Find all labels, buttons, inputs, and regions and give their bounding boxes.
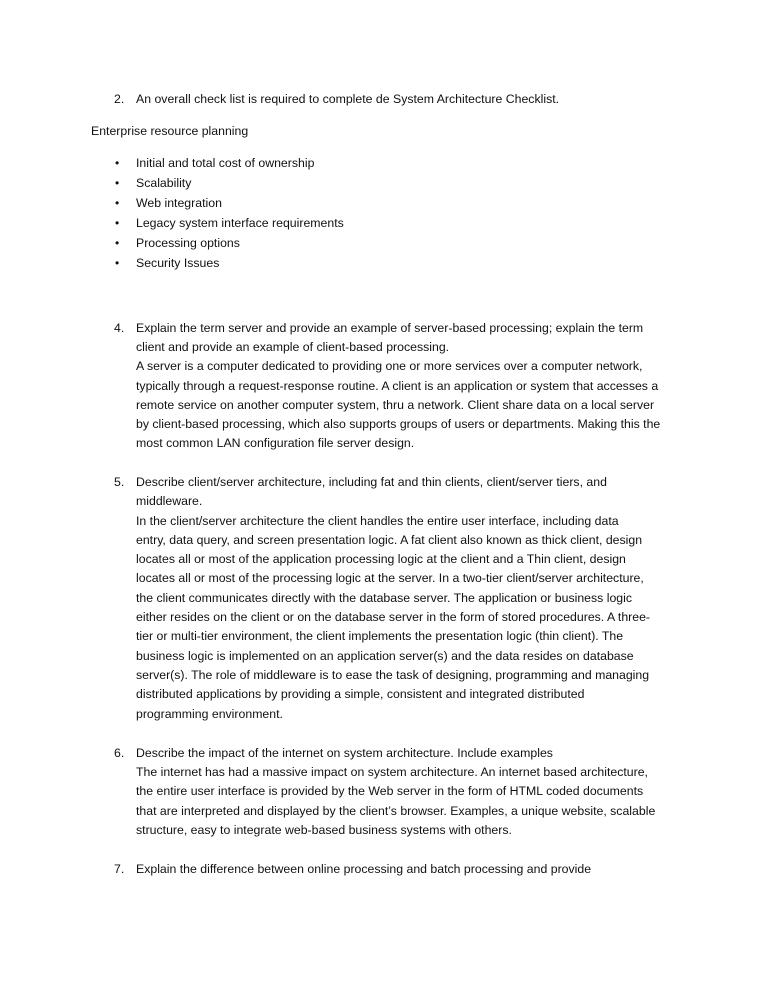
- item-5-line: locates all or most of the processing logic at the server. In a two-tier client/server architecture,: [136, 571, 644, 585]
- list-item: Legacy system interface requirements: [136, 216, 344, 230]
- item-5-line: tier or multi-tier environment, the client implements the presentation logic (thin client). The: [136, 629, 624, 643]
- item-7-line: Explain the difference between online processing and batch processing and provide: [136, 862, 592, 876]
- item-5-line: programming environment.: [136, 707, 283, 721]
- bullet-icon: •: [115, 256, 120, 270]
- item-6-line: The internet has had a massive impact on system architecture. An internet based architecture,: [136, 765, 648, 779]
- item-4-line: by client-based processing, which also supports groups of users or departments. Making this the: [136, 417, 661, 431]
- bullet-icon: •: [115, 176, 120, 190]
- bullet-icon: •: [115, 216, 120, 230]
- item-4-line: client and provide an example of client-based processing.: [136, 340, 450, 354]
- item-2-text: An overall check list is required to complete de System Architecture Checklist.: [136, 92, 560, 106]
- item-4-line: Explain the term server and provide an example of server-based processing; explain the term: [136, 321, 644, 335]
- list-item: Processing options: [136, 236, 240, 250]
- item-5-line: In the client/server architecture the client handles the entire user interface, including data: [136, 514, 619, 528]
- item-5-number: 5.: [114, 475, 125, 489]
- bullet-icon: •: [115, 236, 120, 250]
- item-4-line: most common LAN configuration file server design.: [136, 436, 415, 450]
- item-2-number: 2.: [114, 92, 125, 106]
- bullet-icon: •: [115, 156, 120, 170]
- item-4-line: typically through a request-response routine. A client is an application or system that accesses a: [136, 379, 659, 393]
- item-5-line: business logic is implemented on an application server(s) and the data resides on database: [136, 649, 634, 663]
- item-6-line: that are interpreted and displayed by the client’s browser. Examples, a unique website, scalable: [136, 804, 656, 818]
- item-4-line: A server is a computer dedicated to providing one or more services over a computer network,: [136, 359, 643, 373]
- item-5-line: the client communicates directly with the database server. The application or business logic: [136, 591, 633, 605]
- list-item: Initial and total cost of ownership: [136, 156, 315, 170]
- item-4-number: 4.: [114, 321, 125, 335]
- item-7-number: 7.: [114, 862, 125, 876]
- item-6-line: structure, easy to integrate web-based business systems with others.: [136, 823, 512, 837]
- item-5-line: Describe client/server architecture, including fat and thin clients, client/server tiers, and: [136, 475, 607, 489]
- item-4-line: remote service on another computer system, thru a network. Client share data on a local server: [136, 398, 655, 412]
- item-5-line: middleware.: [136, 494, 203, 508]
- list-item: Scalability: [136, 176, 192, 190]
- bullet-icon: •: [115, 196, 120, 210]
- section-heading: Enterprise resource planning: [91, 124, 249, 138]
- item-5-line: distributed applications by providing a simple, consistent and integrated distributed: [136, 687, 585, 701]
- item-6-number: 6.: [114, 746, 125, 760]
- item-6-line: Describe the impact of the internet on system architecture. Include examples: [136, 746, 553, 760]
- item-5-line: either resides on the client or on the database server in the form of stored procedures. A three-: [136, 610, 651, 624]
- item-5-line: entry, data query, and screen presentation logic. A fat client also known as thick client, design: [136, 533, 643, 547]
- item-6-line: the entire user interface is provided by the Web server in the form of HTML coded documents: [136, 784, 644, 798]
- item-5-line: server(s). The role of middleware is to ease the task of designing, programming and managing: [136, 668, 650, 682]
- list-item: Web integration: [136, 196, 222, 210]
- list-item: Security Issues: [136, 256, 220, 270]
- item-5-line: locates all or most of the application processing logic at the client and a Thin client, design: [136, 552, 626, 566]
